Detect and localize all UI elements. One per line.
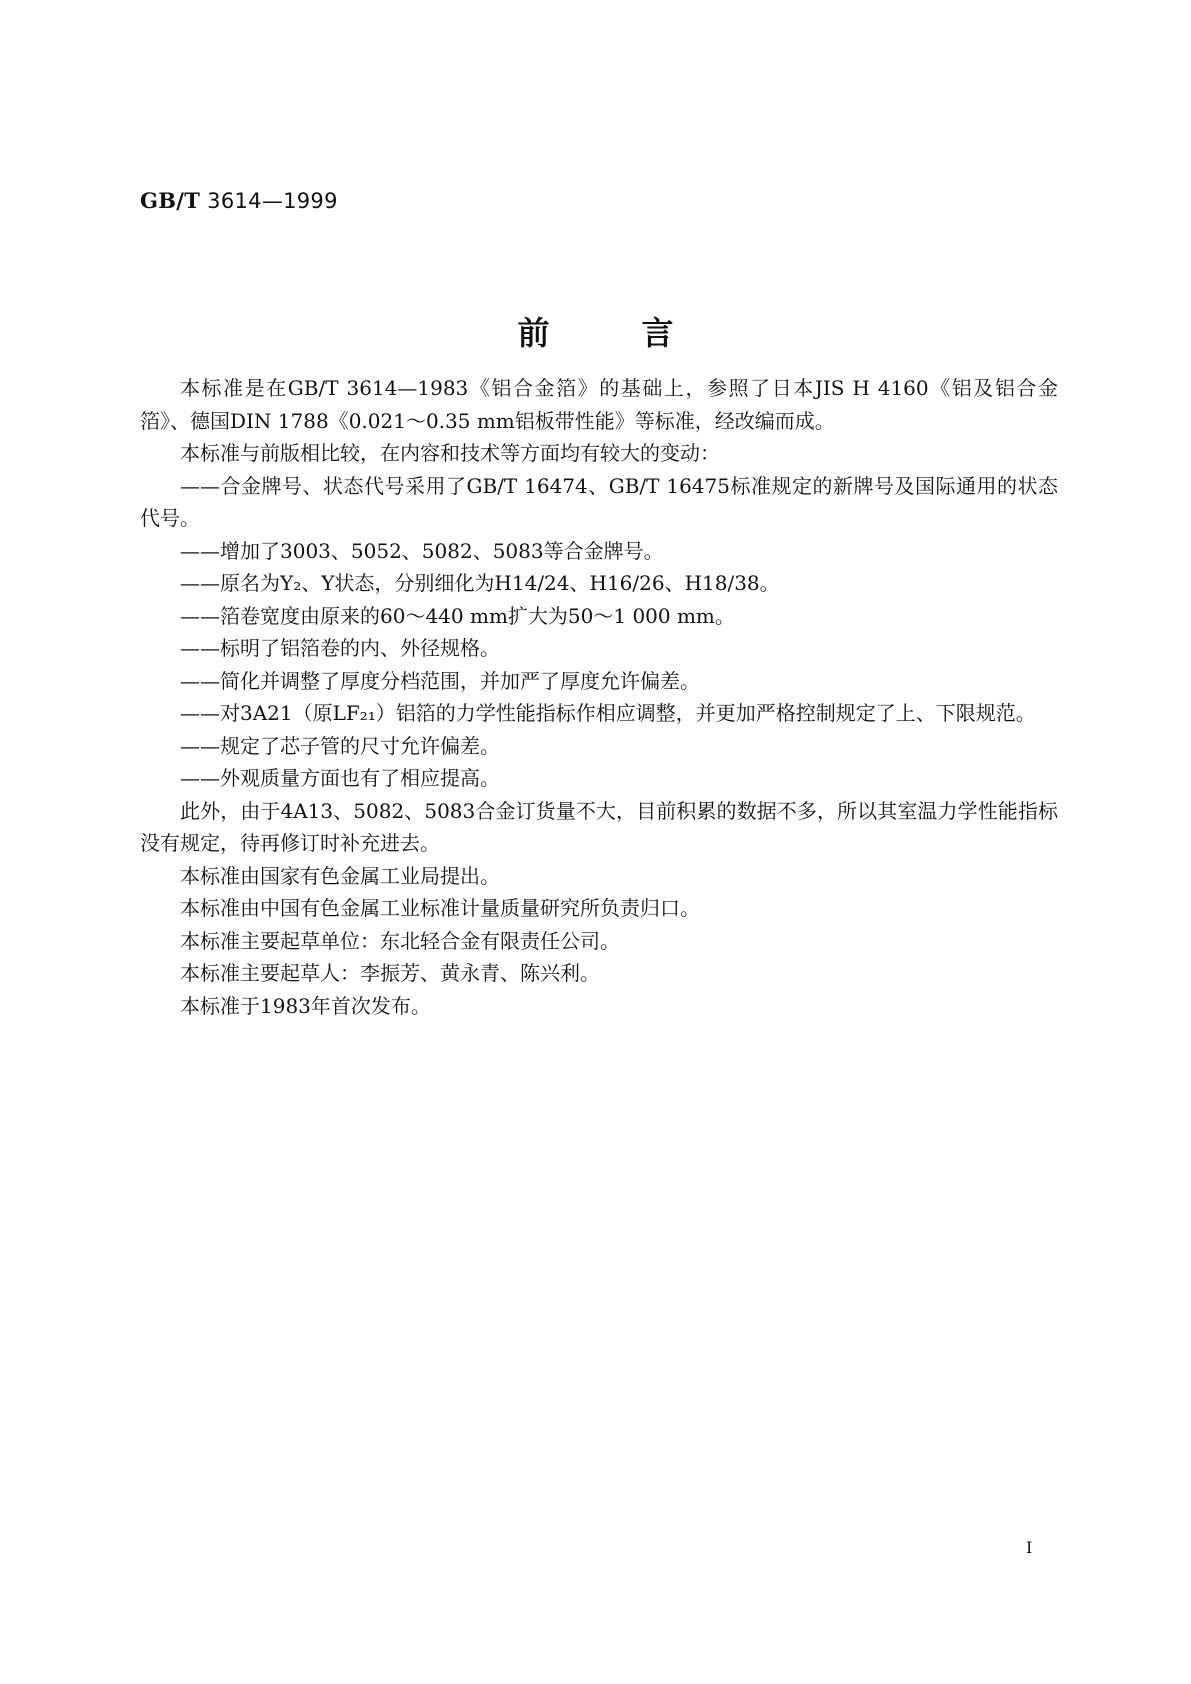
change-item-diameters: ——标明了铝箔卷的内、外径规格。 bbox=[180, 636, 500, 660]
change-item-thickness: ——简化并调整了厚度分档范围，并加严了厚度允许偏差。 bbox=[180, 668, 700, 693]
foreword-body bbox=[140, 372, 1058, 1022]
paragraph-centralized-by: 本标准由中国有色金属工业标准计量质量研究所负责归口。 bbox=[180, 896, 700, 920]
change-item-tempers: ——原名为Y₂、Y状态，分别细化为H14/24、H16/26、H18/38。 bbox=[180, 571, 780, 595]
paragraph-proposed-by: 本标准由国家有色金属工业局提出。 bbox=[180, 863, 500, 888]
change-item-new-alloys: ——增加了3003、5052、5082、5083等合金牌号。 bbox=[180, 538, 664, 563]
paragraph-additional: 此外，由于4A13、5082、5083合金订货量不大，目前积累的数据不多，所以其室温力学性能指标没有规定，待再修订时补充进去。 bbox=[140, 798, 1058, 855]
standard-prefix: GB/T bbox=[140, 188, 201, 213]
paragraph-first-issued: 本标准于1983年首次发布。 bbox=[180, 993, 431, 1018]
paragraph-changes-lead: 本标准与前版相比较，在内容和技术等方面均有较大的变动： bbox=[180, 441, 720, 465]
change-item-designations: ——合金牌号、状态代号采用了GB/T 16474、GB/T 16475标准规定的新牌号及国际通用的状态代号。 bbox=[140, 473, 1058, 530]
change-item-core-tube: ——规定了芯子管的尺寸允许偏差。 bbox=[180, 733, 500, 758]
page-title: 前言 bbox=[517, 314, 766, 352]
change-item-mechanical: ——对3A21（原LF₂₁）铝箔的力学性能指标作相应调整，并更加严格控制规定了上、下限规范。 bbox=[180, 701, 1036, 725]
change-item-width: ——箔卷宽度由原来的60～440 mm扩大为50～1 000 mm。 bbox=[180, 603, 735, 628]
paragraph-drafting-unit: 本标准主要起草单位：东北轻合金有限责任公司。 bbox=[180, 928, 620, 953]
standard-code bbox=[140, 188, 338, 213]
paragraph-intro: 本标准是在GB/T 3614—1983《铝合金箔》的基础上，参照了日本JIS H 4160《铝及铝合金箔》、德国DIN 1788《0.021～0.35 mm铝板带性能》等标准，经改编而成。 bbox=[140, 376, 1058, 433]
change-item-appearance: ——外观质量方面也有了相应提高。 bbox=[180, 766, 500, 790]
paragraph-drafters: 本标准主要起草人：李振芳、黄永青、陈兴利。 bbox=[180, 961, 600, 985]
standard-number: 3614—1999 bbox=[207, 189, 338, 213]
page-number: I bbox=[1026, 1538, 1033, 1557]
